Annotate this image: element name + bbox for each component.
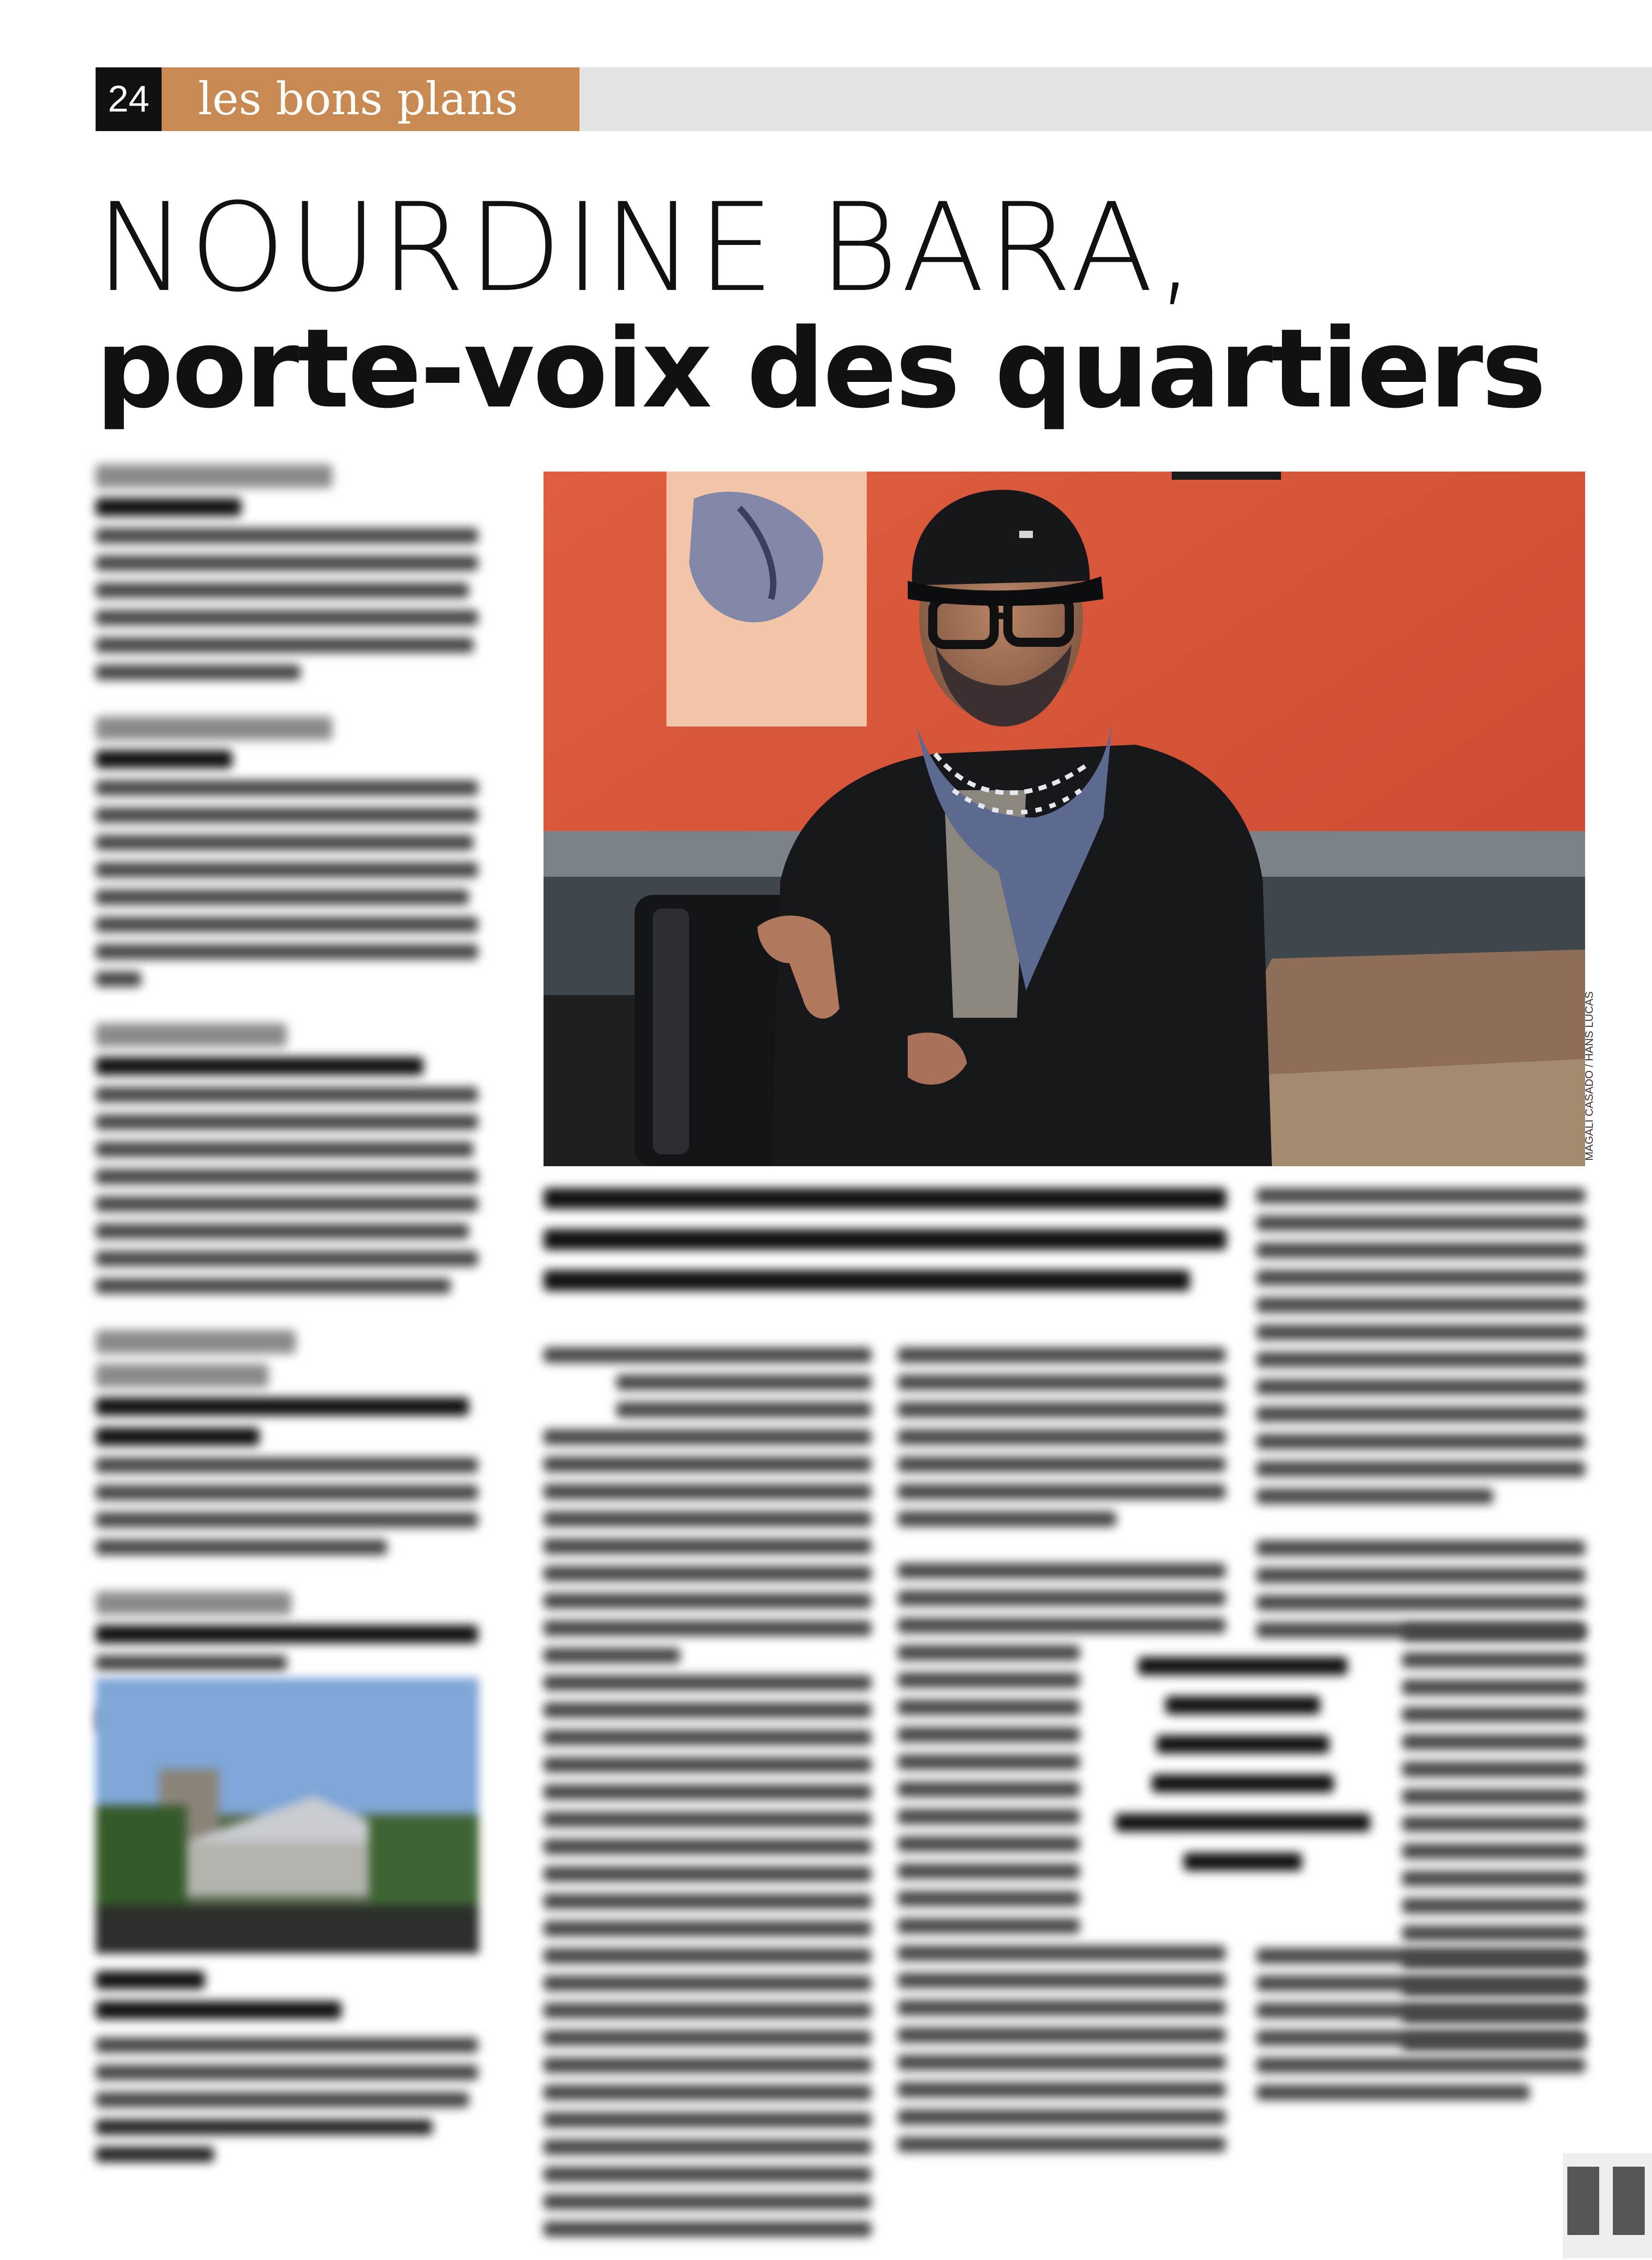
portrait-photo [544, 472, 1585, 1166]
pause-icon [1563, 2153, 1652, 2258]
article-body-column-3 [1256, 1188, 1585, 1650]
photo-credit: MAGALI CASADO / HANS LUCAS [1583, 991, 1596, 1161]
sidebar-column [96, 464, 483, 1741]
article-title-name: NOURDINE BARA, [96, 177, 1198, 319]
section-tag: les bons plans [162, 67, 579, 131]
article-title-subtitle: porte-voix des quartiers [96, 305, 1545, 432]
pull-quote [1102, 1657, 1384, 1892]
building-photo [96, 1678, 479, 1954]
article-body-column-3-end [1256, 1948, 1585, 2112]
article-body-column-1 [544, 1347, 871, 2249]
photo-caption [544, 1188, 1235, 1303]
page-number: 24 [96, 67, 162, 131]
building-photo-caption [96, 1971, 479, 2174]
